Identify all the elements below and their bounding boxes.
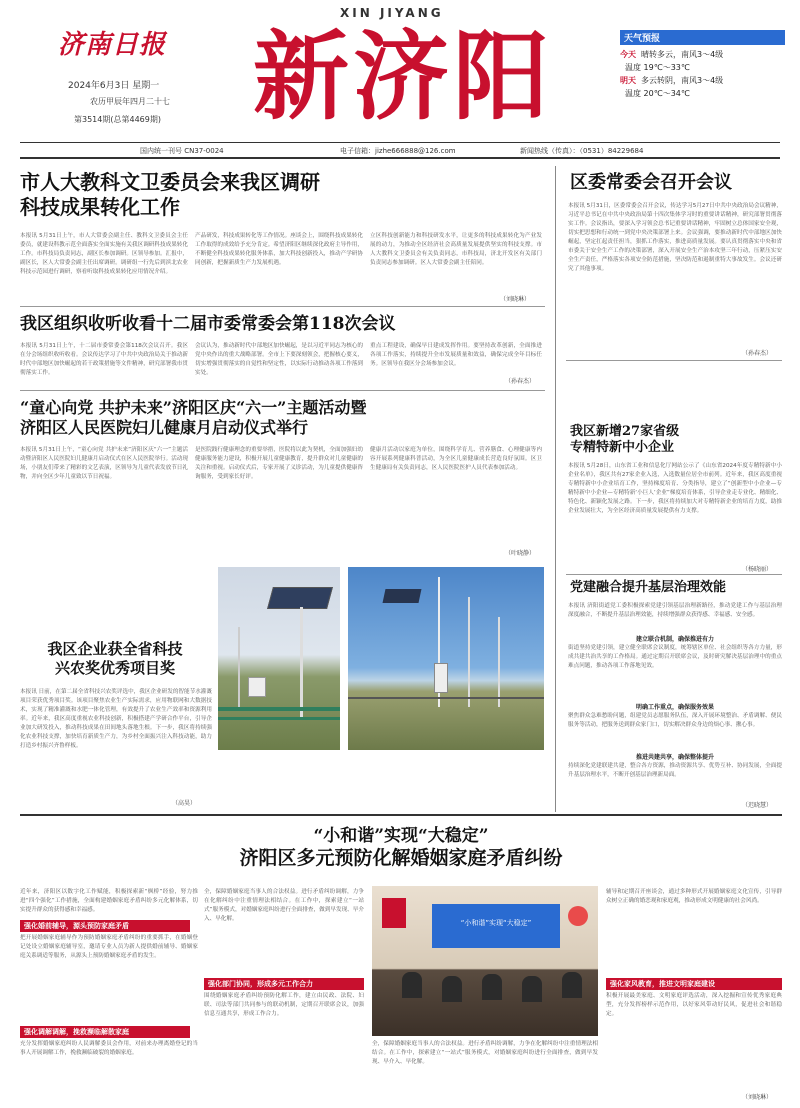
article-8-band-4: 强化家风教育，推进文明家庭建设 [606, 978, 782, 990]
article-8-col2-body2: 围绕婚姻家庭矛盾纠纷预防化解工作，建立由民政、法院、妇联、司法等部门共同参与的联动机制，定期召开联席会议，加强信息互通共享，形成工作合力。 [204, 993, 364, 1017]
info-email: 电子信箱：jizhe666888@126.com [340, 147, 456, 155]
article-7-body-3: 持续深化党建联建共建，整合各方资源，推动资源共享、优势互补、协同发展，全面提升基层治理水平，不断开创基层治理新局面。 [568, 763, 782, 778]
article-8-col3-body: 辅导和定期召开座谈会，通过多种形式开展婚姻家庭文化宣传，引导群众树立正确的婚恋观和家庭观，推动形成文明健康的社会风尚。 [606, 889, 782, 904]
article-8-band-1: 强化婚前辅导，源头预防家庭矛盾 [20, 920, 190, 932]
masthead [0, 0, 800, 140]
article-3-col1: 本报讯 5月31日上午，“童心向党 共护未来”济阳区庆“六一”主题活动暨济阳区人民医院妇儿健康月启动仪式在区人民医院举行。活动现场，小朋友们带来了精彩的文艺表演，区领导为儿童代表发放节日礼物，并向全区少年儿童致以节日祝福。 [20, 447, 188, 480]
photo-weather-station [348, 567, 544, 750]
article-8-band-2: 强化调解调解，挽救濒临解散家庭 [20, 1026, 190, 1038]
masthead-lunar: 农历甲辰年四月二十七 [90, 97, 170, 106]
article-2-col2: 会议认为，推动新时代中部地区加快崛起，是以习近平同志为核心的党中央作出的重大战略部署。全市上下要深刻领会，把握核心要义，切实增强贯彻落实的自觉性和坚定性，以实际行动推动各项工作落到实处。 [195, 343, 363, 376]
article-1-signature: （刘晓琳） [500, 296, 531, 303]
small-logo: 济南日报 [58, 30, 167, 60]
weather-row: 温度 20℃～34℃ [625, 89, 690, 98]
article-1-title: 市人大教科文卫委员会来我区调研 科技成果转化工作 [20, 170, 320, 219]
article-2-col1: 本报讯 5月31日上午，十二届市委常委会第118次会议召开。我区在分会场组织收听收看。会议传达学习了中共中央政治局关于推动新时代中部地区加快崛起的若干政策措施等文件精神，研究部署我市贯彻落实工作。 [20, 343, 188, 376]
article-5-signature: （孙春杰） [742, 350, 773, 357]
article-8-signature: （刘晓琳） [742, 1094, 773, 1101]
photo-solar-station [218, 567, 340, 750]
article-5-body: 本报讯 5月31日，区委常委会召开会议，传达学习5月27日中共中央政治局会议精神，习近平总书记在中共中央政治局第十四次集体学习时的重要讲话精神，研究部署贯彻落实工作。会议指出，要深入学习领会总书记重要讲话精神，牢固树立总体国家安全观，切实把思想和行动统一到党中央决策部署上来。会议强调，要推动新时代中部地区加快崛起，坚定扛起责任担当，狠抓工作落实，推进高质量发展。要认真贯彻落实中央和省市委关于安全生产工作的决策部署，深入开展安全生产治本攻坚三年行动，压紧压实安全生产责任，严格落实各项安全防范措施，坚决防范和遏制重特大事故发生。会议还研究了其他事项。 [568, 203, 782, 272]
article-8-col1-intro: 近年来，济阳区以数字化工作赋能，积极探索新“枫桥”经验，努力推进“四个强化”工作措施，全面构建婚姻家庭矛盾纠纷多元化解体系，切实提升群众的获得感和幸福感。 [20, 889, 198, 913]
photo-banner: “小和谐”实现“大稳定” [432, 904, 560, 948]
weather-row: 温度 19℃～33℃ [625, 63, 690, 72]
article-7-title: 党建融合提升基层治理效能 [570, 580, 727, 595]
article-4-title: 我区企业获全省科技 兴农奖优秀项目奖 [47, 640, 183, 677]
article-7-subhead-1: 建立联合机制，确保推进有力 [635, 636, 714, 643]
masthead-date: 2024年6月3日 星期一 [68, 81, 160, 91]
article-8-title: “小和谐”实现“大稳定” 济阳区多元预防化解婚姻家庭矛盾纠纷 [239, 826, 563, 870]
masthead-title: 新济阳 [253, 20, 553, 133]
weather-row: 明天 多云转阴，南风3～4级 [620, 76, 724, 85]
article-1-col2: 产品研发，科技成果转化等工作情况。座谈会上，围绕科技成果转化工作取得的成效给予充分肯定。希望济阳区继续深化政府主导作用，不断健全科技成果转化服务体系，加大科技创新投入，推动产学研协同创新，把握新质生产力发展机遇。 [195, 233, 363, 266]
article-8-col2-body: 全，保障婚姻家庭当事人的合法权益。进行矛盾纠纷调解，力争在化解纠纷中注重情理法相结合。在工作中，探索建立“一站式”服务模式，对婚姻家庭纠纷进行全面排查，做到早发现、早介入、早化解。 [204, 889, 364, 922]
masthead-issue: 第3514期(总第4469期) [74, 115, 161, 124]
article-2-signature: （孙春杰） [505, 378, 536, 385]
article-1-col1: 本报讯 5月31日上午，市人大常委会副主任、教科文卫委员会主任委员，就建设科教示范全面落实全面实施有关我区调研科技成果转化工作。市科技局负责同志，副区长参加调研。区领导参加。汇报中，副区长，区人大常委会副主任出席调研。调研组一行先后到滨北农业科技示范园进行调研，察看听取科技成果转化应用情况介绍。 [20, 233, 188, 275]
article-6-signature: （杨晓丽） [742, 566, 773, 573]
weather-box [620, 30, 785, 110]
article-4-body: 本报讯 日前，在第二届全省科技兴农奖评选中，我区企业研发的智能节水灌溉项目荣获优秀项目奖。该项目聚焦农业生产实际需求，应用物联网和大数据技术，实现了精准灌溉和水肥一体化管理，有效提升了农业生产效率和资源利用率。近年来，我区高度重视农业科技创新，积极搭建产学研合作平台，引导企业加大研发投入，推动科技成果在田间地头落地生根。下一步，我区将持续强化农业科技支撑，加快培育新质生产力，为乡村全面振兴注入科技动能，助力打造乡村振兴齐鲁样板。 [20, 689, 212, 749]
article-3-title: “童心向党 共护未来”济阳区庆“六一”主题活动暨 济阳区人民医院妇儿健康月启动仪式举行 [20, 398, 367, 437]
article-3-col2: 是医院践行健康理念的重要举措，医院将以此为契机，全面加强妇幼健康服务能力建设，积极开展儿童健康教育，提升群众对儿童健康的关注和重视。启动仪式后，专家开展了义诊活动，为儿童提供健康咨询服务，受到家长好评。 [195, 447, 363, 480]
article-7-body-2: 聚焦群众急难愁盼问题，组建党员志愿服务队伍，深入开展环境整治、矛盾调解、便民服务等活动，把服务送到群众家门口，切实解决群众身边的烦心事、揪心事。 [568, 713, 782, 728]
photo-meeting [372, 886, 598, 1036]
article-3-col3: 健康月活动以家庭为单位，围绕科学育儿、营养膳食、心理健康等内容开展系列健康科普活动，为全区儿童健康成长营造良好氛围。区卫生健康局有关负责同志，区人民医院医护人员代表参加活动。 [370, 447, 542, 471]
article-7-subhead-3: 推进共建共享，确保整体提升 [635, 754, 714, 761]
weather-row: 今天 晴转多云，南风3～4级 [620, 50, 724, 59]
article-3-signature: （叶晓静） [505, 550, 536, 557]
article-8-col1-body1: 把开展婚姻家庭辅导作为预防婚姻家庭矛盾纠纷的重要抓手，在婚姻登记处设立婚姻家庭辅导室，邀请专业人员为新人提供婚前辅导、婚姻家庭关系调适等服务，从源头上预防婚姻家庭矛盾的发生。 [20, 935, 198, 959]
info-hotline: 新闻热线（传真）：（0531）84229684 [520, 147, 644, 155]
article-4-signature: （高昊） [172, 800, 197, 807]
article-7-intro: 本报讯 济阳街道党工委积极探索党建引领基层治理新路径，推动党建工作与基层治理深度融合，不断提升基层治理效能，持续增强群众获得感、幸福感、安全感。 [568, 603, 782, 618]
weather-title: 天气预报 [620, 30, 785, 45]
article-8-col1-body2: 充分发挥婚姻家庭纠纷人民调解委员会作用，对前来办理离婚登记的当事人开展调解工作，挽救濒临破裂的婚姻家庭。 [20, 1041, 198, 1056]
article-6-title: 我区新增27家省级 专精特新中小企业 [570, 424, 680, 456]
solar-panel-icon [267, 587, 333, 609]
info-cn: 国内统一刊号 CN37-0024 [140, 147, 224, 155]
article-6-body: 本报讯 5月28日，山东省工业和信息化厅网站公示了《山东省2024年度专精特新中小企业名单》，我区共有27家企业入选，入选数量位居全市前列。近年来，我区高度重视专精特新中小企业培育工作，坚持梯度培育、分类指导，建立了“创新型中小企业—专精特新中小企业—专精特新‘小巨人’企业”梯度培育体系，引导企业走专业化、精细化、特色化、新颖化发展之路。下一步，我区将持续加大对专精特新企业的培育力度，助推企业发展壮大，为全区经济高质量发展提供有力支撑。 [568, 463, 782, 514]
article-5-title: 区委常委会召开会议 [570, 172, 732, 193]
article-2-title: 我区组织收听收看十二届市委常委会第118次会议 [20, 314, 396, 334]
article-8-col3-body2: 积极开展最美家庭、文明家庭评选活动，深入挖掘和宣传优秀家庭典型，充分发挥榜样示范作用，以好家风带动好民风，促进社会和谐稳定。 [606, 993, 782, 1017]
article-7-signature: （迟晓慧） [742, 802, 773, 809]
article-7-subhead-2: 明确工作重点，确保服务效果 [635, 704, 714, 711]
article-8-band-3: 强化部门协同，形成多元工作合力 [204, 978, 364, 990]
article-1-col3: 立区科技创新能力和科技研发水平，让更多的科技成果转化为产业发展的动力，为推动全区经济社会高质量发展提供坚实的科技支撑。市人大教科文卫委员会有关负责同志，市科技局，济北开发区有关部门负责同志参加调研。区人大常委会副主任陪同。 [370, 233, 542, 266]
masthead-pinyin: XIN JIYANG [340, 6, 444, 20]
article-8-photo-caption: 全，保障婚姻家庭当事人的合法权益。进行矛盾纠纷调解，力争在化解纠纷中注重情理法相结合。在工作中，探索建立“一站式”服务模式，对婚姻家庭纠纷进行全面排查，做到早发现、早介入、早化解。 [372, 1041, 598, 1065]
article-7-body-1: 街道坚持党建引领，建立健全联席会议制度，统筹辖区单位、社会组织等各方力量，形成共建共治共享的工作格局。通过定期召开联席会议，及时研究解决基层治理中的重点难点问题，推动各项工作落地见效。 [568, 645, 782, 669]
article-2-col3: 重点工程建设，确保早日建成发挥作用。要坚持改革创新，全面推进各项工作落实，持续提升全市发展质量和效益，确保完成全年目标任务。区领导在我区分会场参加会议。 [370, 343, 542, 367]
